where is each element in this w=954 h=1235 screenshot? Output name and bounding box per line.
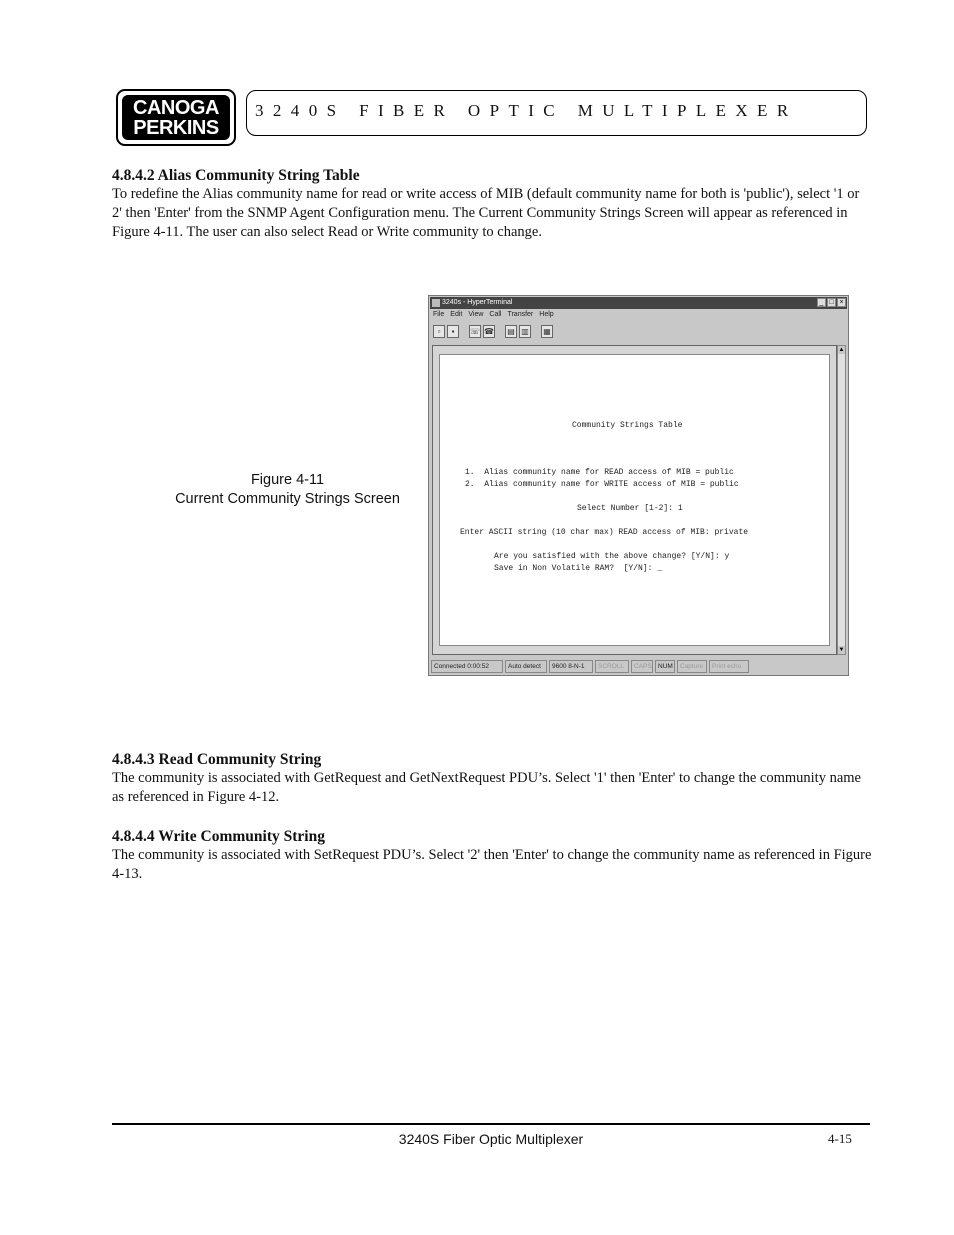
close-button[interactable]: ×	[837, 298, 846, 307]
status-scroll: SCROLL	[595, 660, 629, 673]
toolbar	[433, 325, 553, 338]
menu-file[interactable]: File	[433, 311, 445, 318]
app-icon	[432, 299, 440, 307]
status-detect: Auto detect	[505, 660, 547, 673]
terminal-frame	[432, 345, 837, 655]
section-body: The community is associated with GetRequest and GetNextRequest PDU’s. Select '1' then 'Enter' to change the community name as referenced in Figure 4-12.	[112, 770, 861, 805]
section-read	[112, 750, 872, 807]
status-connected: Connected 0:00:52	[431, 660, 503, 673]
terminal-select: Select Number [1-2]: 1	[577, 504, 683, 513]
section-write	[112, 827, 872, 884]
logo-line1: CANOGA	[133, 96, 219, 119]
vertical-scrollbar[interactable]	[837, 345, 846, 655]
section-heading: 4.8.4.2 Alias Community String Table	[112, 167, 360, 184]
properties-icon[interactable]: ▦	[541, 325, 553, 338]
menu-bar	[433, 311, 554, 318]
header-title: 3240S FIBER OPTIC MULTIPLEXER	[255, 101, 798, 120]
footer-divider	[112, 1123, 870, 1125]
figure-title: Current Community Strings Screen	[175, 491, 400, 507]
section-heading: 4.8.4.4 Write Community String	[112, 828, 325, 845]
terminal-screen[interactable]	[439, 354, 830, 646]
figure-caption	[160, 471, 415, 509]
canoga-perkins-logo	[116, 89, 236, 146]
figure-number: Figure 4-11	[250, 472, 325, 488]
send-icon[interactable]: ▤	[505, 325, 517, 338]
terminal-enter: Enter ASCII string (10 char max) READ access of MIB: private	[460, 528, 749, 537]
menu-edit[interactable]: Edit	[450, 311, 463, 318]
scroll-down-icon[interactable]: ▼	[838, 647, 845, 653]
status-baud: 9600 8-N-1	[549, 660, 593, 673]
maximize-button[interactable]: □	[827, 298, 836, 307]
terminal-heading: Community Strings Table	[572, 421, 683, 430]
receive-icon[interactable]: ▥	[519, 325, 531, 338]
scroll-up-icon[interactable]: ▲	[838, 347, 845, 353]
logo-line2: PERKINS	[133, 116, 219, 139]
menu-help[interactable]: Help	[539, 311, 554, 318]
connect-icon[interactable]: ☏	[470, 327, 481, 336]
section-alias	[112, 166, 872, 242]
status-caps: CAPS	[631, 660, 653, 673]
disconnect-icon[interactable]: ☎	[484, 327, 494, 336]
window-titlebar	[430, 297, 847, 309]
menu-transfer[interactable]: Transfer	[507, 311, 534, 318]
terminal-save: Save in Non Volatile RAM? [Y/N]: _	[494, 564, 663, 573]
status-bar	[431, 660, 846, 674]
section-heading: 4.8.4.3 Read Community String	[112, 751, 322, 768]
menu-view[interactable]: View	[468, 311, 484, 318]
page-number: 4-15	[828, 1131, 852, 1146]
status-print-echo: Print echo	[709, 660, 749, 673]
minimize-button[interactable]: _	[817, 298, 826, 307]
footer-title: 3240S Fiber Optic Multiplexer	[398, 1131, 584, 1147]
header-banner	[246, 90, 867, 136]
terminal-confirm: Are you satisfied with the above change? [Y/N]: y	[494, 552, 730, 561]
terminal-option-1: 1. Alias community name for READ access of MIB = public	[465, 468, 734, 477]
open-icon[interactable]: ▪	[447, 325, 459, 338]
new-connection-icon[interactable]: ▫	[433, 325, 445, 338]
hyperterminal-window	[428, 295, 849, 676]
section-body: The community is associated with SetRequest PDU’s. Select '2' then 'Enter' to change the community name as referenced in Figure 4-13.	[112, 847, 872, 882]
status-num: NUM	[655, 660, 675, 673]
section-body: To redefine the Alias community name for read or write access of MIB (default community name for both is 'public'), select '1 or 2' then 'Enter' from the SNMP Agent Configuration menu. The Current Community Strings Screen will appear as referenced in Figure 4-11. The user can also select Read or Write community to change.	[112, 186, 860, 240]
status-capture: Capture	[677, 660, 707, 673]
menu-call[interactable]: Call	[489, 311, 502, 318]
window-title: 3240s - HyperTerminal	[442, 299, 513, 306]
terminal-option-2: 2. Alias community name for WRITE access of MIB = public	[465, 480, 739, 489]
